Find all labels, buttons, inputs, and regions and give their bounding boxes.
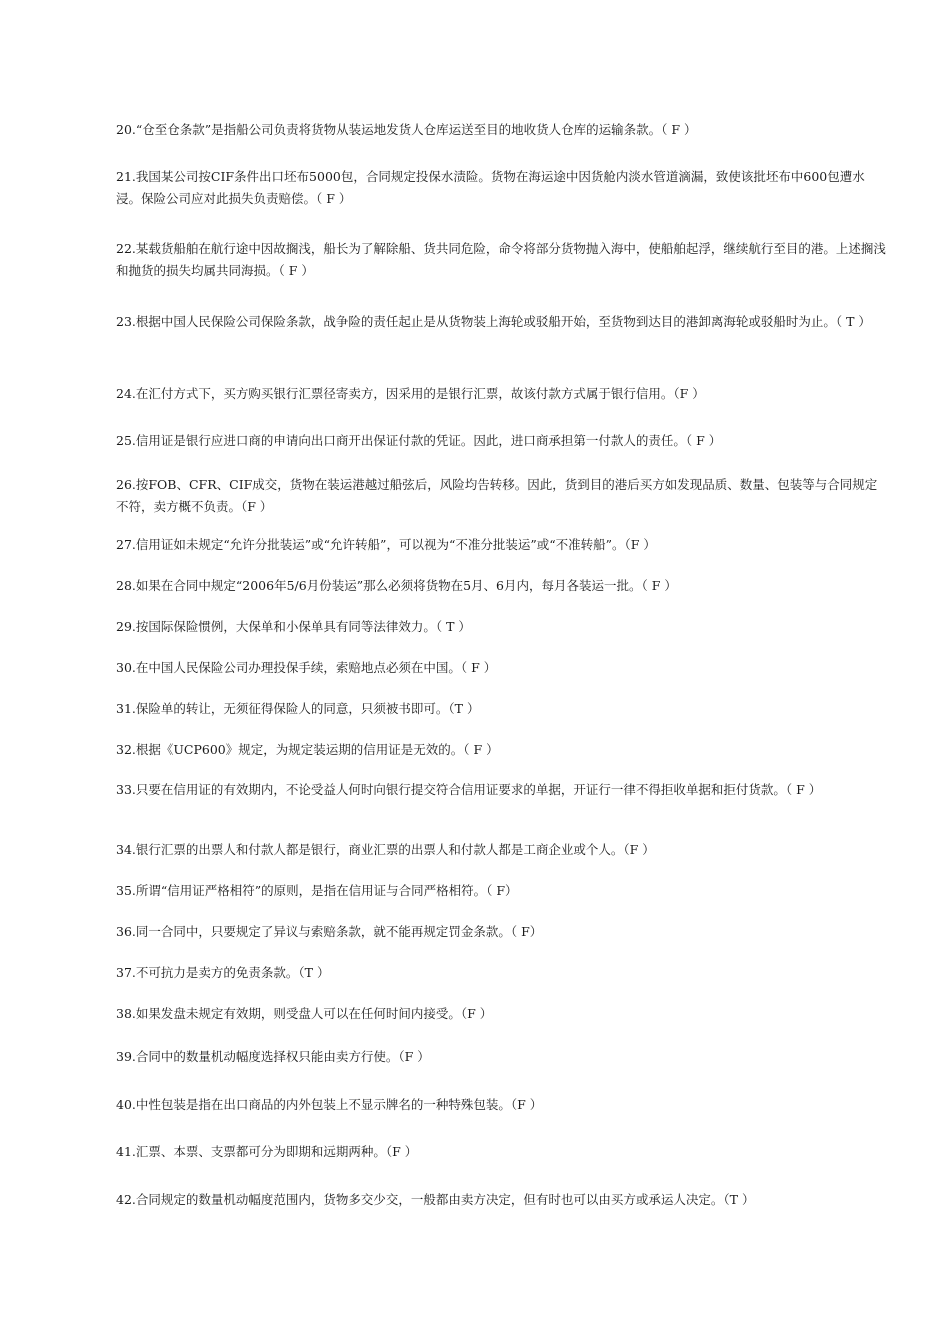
question-34: 34.银行汇票的出票人和付款人都是银行，商业汇票的出票人和付款人都是工商企业或个人。（F ）: [116, 842, 655, 857]
question-21: 21.我国某公司按CIF条件出口坯布5000包，合同规定投保水渍险。货物在海运途中因货舱内淡水管道滴漏，致使该批坯布中600包遭水浸。保险公司应对此损失负责赔偿。（ F ）: [116, 169, 865, 206]
question-22: 22.某载货船舶在航行途中因故搁浅，船长为了解除船、货共同危险，命令将部分货物抛入海中，使船舶起浮，继续航行至目的港。上述搁浅和抛货的损失均属共同海损。（ F ）: [116, 241, 886, 278]
question-26: 26.按FOB、CFR、CIF成交，货物在装运港越过船弦后，风险均告转移。因此，货到目的港后买方如发现品质、数量、包装等与合同规定不符，卖方概不负责。（F ）: [116, 477, 878, 514]
question-33: 33.只要在信用证的有效期内，不论受益人何时向银行提交符合信用证要求的单据，开证行一律不得拒收单据和拒付货款。（ F ）: [116, 782, 822, 797]
question-39: 39.合同中的数量机动幅度选择权只能由卖方行使。（F ）: [116, 1049, 430, 1064]
question-25: 25.信用证是银行应进口商的申请向出口商开出保证付款的凭证。因此，进口商承担第一付款人的责任。（ F ）: [116, 433, 722, 448]
question-27: 27.信用证如未规定“允许分批装运”或“允许转船”，可以视为“不准分批装运”或“不准转船”。（F ）: [116, 537, 656, 552]
question-24: 24.在汇付方式下，买方购买银行汇票径寄卖方，因采用的是银行汇票，故该付款方式属于银行信用。（F ）: [116, 386, 705, 401]
question-23: 23.根据中国人民保险公司保险条款，战争险的责任起止是从货物装上海轮或驳船开始，至货物到达目的港卸离海轮或驳船时为止。（ T ）: [116, 314, 871, 329]
question-40: 40.中性包装是指在出口商品的内外包装上不显示牌名的一种特殊包装。（F ）: [116, 1097, 543, 1112]
question-37: 37.不可抗力是卖方的免责条款。（T ）: [116, 965, 330, 980]
question-30: 30.在中国人民保险公司办理投保手续，索赔地点必须在中国。（ F ）: [116, 660, 497, 675]
question-32: 32.根据《UCP600》规定，为规定装运期的信用证是无效的。（ F ）: [116, 742, 499, 757]
question-35: 35.所谓“信用证严格相符”的原则，是指在信用证与合同严格相符。（ F）: [116, 883, 518, 898]
question-38: 38.如果发盘未规定有效期，则受盘人可以在任何时间内接受。（F ）: [116, 1006, 493, 1021]
question-28: 28.如果在合同中规定“2006年5/6月份装运”那么必须将货物在5月、6月内，每月各装运一批。（ F ）: [116, 578, 677, 593]
question-31: 31.保险单的转让，无须征得保险人的同意，只须被书即可。（T ）: [116, 701, 480, 716]
question-20: 20.“仓至仓条款”是指船公司负责将货物从装运地发货人仓库运送至目的地收货人仓库的运输条款。（ F ）: [116, 122, 697, 137]
question-29: 29.按国际保险惯例，大保单和小保单具有同等法律效力。（ T ）: [116, 619, 471, 634]
question-41: 41.汇票、本票、支票都可分为即期和远期两种。（F ）: [116, 1144, 418, 1159]
question-36: 36.同一合同中，只要规定了异议与索赔条款，就不能再规定罚金条款。（ F）: [116, 924, 543, 939]
question-42: 42.合同规定的数量机动幅度范围内，货物多交少交，一般都由卖方决定，但有时也可以由买方或承运人决定。（T ）: [116, 1192, 755, 1207]
